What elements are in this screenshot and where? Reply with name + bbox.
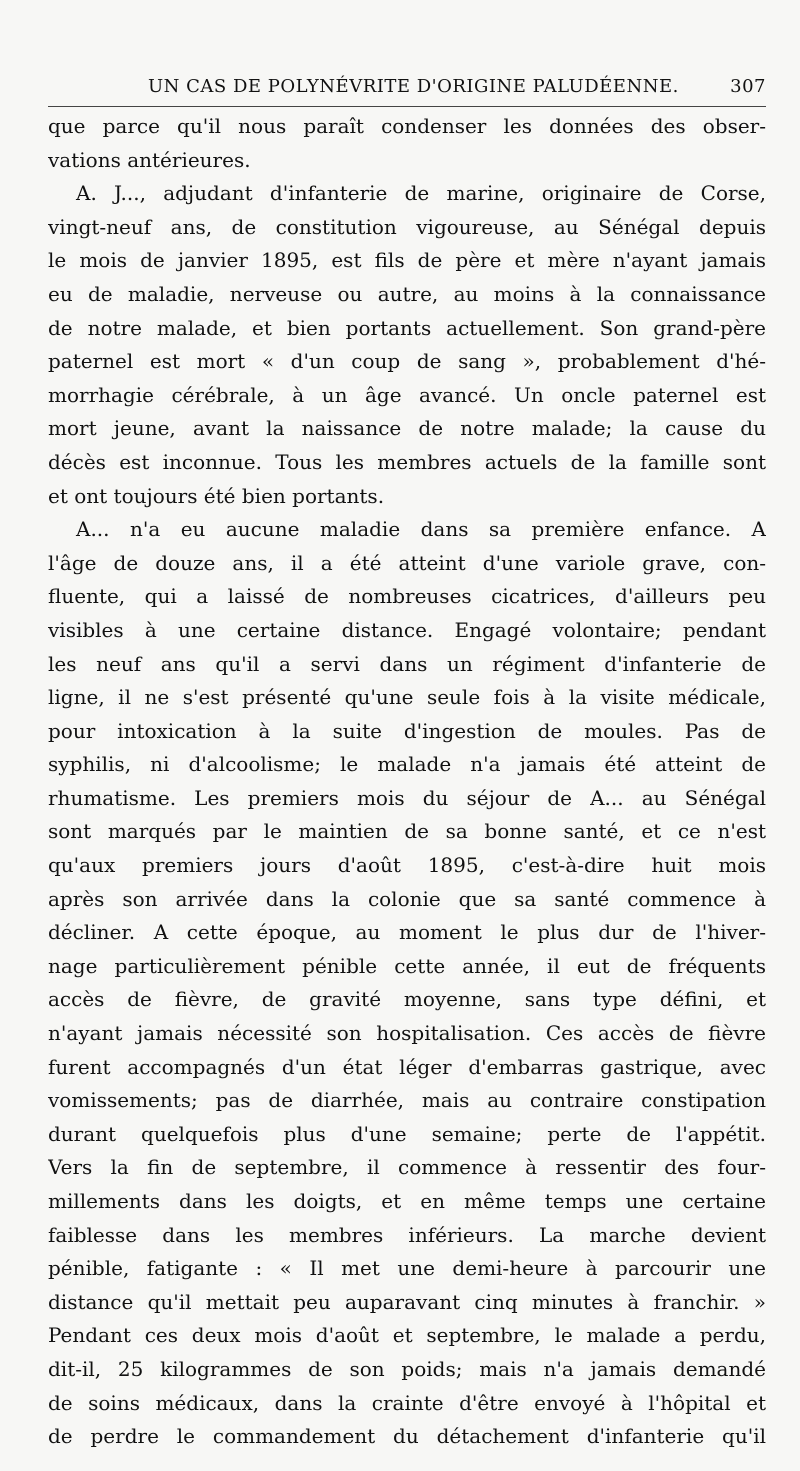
text-line: paternel est mort « d'un coup de sang », probablement d'hé-	[48, 349, 766, 374]
text-line: l'âge de douze ans, il a été atteint d'une variole grave, con-	[48, 550, 766, 575]
text-line: pénible, fatigante : « Il met une demi-heure à parcourir une	[48, 1256, 766, 1281]
text-line: que parce qu'il nous paraît condenser les données des obser-	[48, 114, 766, 138]
text-line: visibles à une certaine distance. Engagé volontaire; pendant	[48, 617, 766, 642]
text-line: n'ayant jamais nécessité son hospitalisation. Ces accès de fièvre	[48, 1021, 766, 1046]
text-line: durant quelquefois plus d'une semaine; perte de l'appétit.	[48, 1121, 766, 1146]
header-rule	[48, 106, 766, 107]
page-header	[48, 76, 766, 106]
text-line: rhumatisme. Les premiers mois du séjour de A... au Sénégal	[48, 785, 766, 810]
text-line: faiblesse dans les membres inférieurs. La marche devient	[48, 1222, 766, 1247]
text-line: de notre malade, et bien portants actuellement. Son grand-père	[48, 315, 766, 340]
text-line: A... n'a eu aucune maladie dans sa première enfance. A	[76, 517, 766, 542]
text-line: de perdre le commandement du détachement d'infanterie qu'il	[48, 1424, 766, 1449]
text-line: distance qu'il mettait peu auparavant cinq minutes à franchir. »	[48, 1289, 766, 1314]
text-line: morrhagie cérébrale, à un âge avancé. Un oncle paternel est	[48, 382, 766, 407]
text-line: syphilis, ni d'alcoolisme; le malade n'a jamais été atteint de	[48, 752, 766, 777]
text-line: A. J..., adjudant d'infanterie de marine, originaire de Corse,	[76, 181, 766, 206]
text-line: de soins médicaux, dans la crainte d'être envoyé à l'hôpital et	[48, 1390, 766, 1415]
text-line: fluente, qui a laissé de nombreuses cicatrices, d'ailleurs peu	[48, 584, 766, 609]
page-number: 307	[730, 76, 766, 97]
text-line: pour intoxication à la suite d'ingestion de moules. Pas de	[48, 718, 766, 743]
text-line: décès est inconnue. Tous les membres actuels de la famille sont	[48, 449, 766, 474]
text-line: vomissements; pas de diarrhée, mais au contraire constipation	[48, 1088, 766, 1113]
text-line: vingt-neuf ans, de constitution vigoureuse, au Sénégal depuis	[48, 214, 766, 239]
text-line: millements dans les doigts, et en même temps une certaine	[48, 1189, 766, 1213]
text-line: dit-il, 25 kilogrammes de son poids; mais n'a jamais demandé	[48, 1356, 766, 1381]
body-text	[48, 110, 766, 1454]
text-line: sont marqués par le maintien de sa bonne santé, et ce n'est	[48, 819, 766, 844]
text-line: accès de fièvre, de gravité moyenne, sans type défini, et	[48, 987, 766, 1012]
text-line: eu de maladie, nerveuse ou autre, au moins à la connaissance	[48, 281, 766, 306]
text-line: après son arrivée dans la colonie que sa santé commence à	[48, 886, 766, 911]
text-line: et ont toujours été bien portants.	[48, 483, 385, 508]
text-line: décliner. A cette époque, au moment le plus dur de l'hiver-	[48, 920, 766, 945]
text-line: Pendant ces deux mois d'août et septembre, le malade a perdu,	[48, 1323, 766, 1348]
text-line: ligne, il ne s'est présenté qu'une seule fois à la visite médicale,	[48, 685, 766, 710]
text-line: nage particulièrement pénible cette année, il eut de fréquents	[48, 953, 766, 978]
text-line: les neuf ans qu'il a servi dans un régiment d'infanterie de	[48, 651, 766, 676]
text-line: qu'aux premiers jours d'août 1895, c'est-à-dire huit mois	[48, 853, 766, 878]
text-line: le mois de janvier 1895, est fils de père et mère n'ayant jamais	[48, 248, 766, 273]
running-title: UN CAS DE POLYNÉVRITE D'ORIGINE PALUDÉENNE.	[148, 76, 679, 97]
text-line: Vers la fin de septembre, il commence à ressentir des four-	[48, 1155, 766, 1180]
text-line: furent accompagnés d'un état léger d'embarras gastrique, avec	[48, 1054, 766, 1079]
text-line: vations antérieures.	[48, 147, 251, 172]
text-line: mort jeune, avant la naissance de notre malade; la cause du	[48, 416, 766, 441]
